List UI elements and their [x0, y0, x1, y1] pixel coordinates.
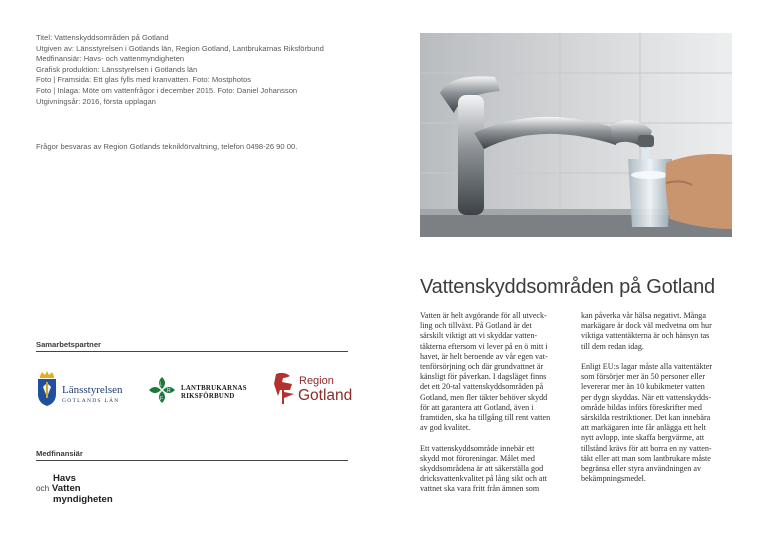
- lrf-leaf-cross-icon: [148, 376, 176, 404]
- col2-paragraph-2: Enligt EU:s lagar måste alla vattentäkter som försörjer mer än 50 personer eller levererar mer än 10 kubikmeter vatten per dygn skyddas. När ett vattenskydds- område bildas införs föreskrifter med särskilda restriktioner. Det kan innebära att markägaren inte får anlägga ett helt nytt avlopp, inte skaffa bergvärme, att tillstånd krävs för att borra en ny vatten- täkt eller att man som lantbrukare måste begränsa eller styra användningen av bekämpningsmedel.: [581, 362, 713, 484]
- right-page: [384, 0, 768, 544]
- col2-paragraph-1: kan påverka vår hälsa negativt. Många markägare är dock väl medvetna om hur viktiga vattentäkterna är och hänsyn tas till dem redan idag.: [581, 311, 712, 351]
- lrf-line2: RIKSFÖRBUND: [181, 393, 235, 400]
- region-line2: Gotland: [298, 387, 353, 404]
- faucet-photo-icon: [420, 33, 732, 237]
- cofinancier-divider: [36, 460, 348, 461]
- credit-production: Grafisk produktion: Länsstyrelsen i Gotlands län: [36, 64, 198, 74]
- partners-divider: [36, 351, 348, 352]
- lrf-logo: [148, 376, 248, 406]
- lrf-line1: LANTBRUKARNAS: [181, 385, 247, 392]
- credit-cofinancier: Medfinansiär: Havs- och vattenmyndigheten: [36, 54, 185, 64]
- partners-heading: Samarbetspartner: [36, 340, 101, 349]
- svg-text:R: R: [167, 388, 171, 394]
- region-gotland-logo: [272, 372, 352, 408]
- credit-title: Titel: Vattenskyddsområden på Gotland: [36, 33, 169, 42]
- svg-text:L: L: [159, 381, 163, 388]
- ram-icon: [272, 372, 296, 406]
- credit-publisher: Utgiven av: Länsstyrelsen i Gotlands län, Region Gotland, Lantbrukarnas Riksförbund: [36, 43, 324, 53]
- col1-paragraph-1: Vatten är helt avgörande för all utveck- ling och tillväxt. På Gotland är det särskilt viktigt att vi skyddar vatten- täkterna eftersom vi lever på en ö mitt i havet, är helt beroende av vår egen vat- tenförsörjning och där grundvattnet är känsligt för påverkan. I dagsläget finns det ett 20-tal vattenskyddsområden på Gotland, men fler täkter behöver skydd för att garantera att Gotland, även i framtiden, ska ha tillgång till rent vatten av god kvalitet.: [420, 311, 551, 433]
- credit-year: Utgivningsår: 2016, första upplagan: [36, 96, 156, 106]
- crest-icon: [36, 370, 58, 408]
- credits-block: [36, 33, 324, 107]
- credit-photo-cover: Foto | Framsida: Ett glas fylls med kranvatten. Foto: Mostphotos: [36, 75, 252, 85]
- credit-photo-inside: Foto | Inlaga: Möte om vattenfrågor i december 2015. Foto: Daniel Johansson: [36, 85, 298, 95]
- lansstyrelsen-logo: [36, 370, 146, 410]
- article-column-2: [581, 311, 731, 495]
- cofinancier-heading: Medfinansiär: [36, 449, 83, 458]
- havs-line1: Havs: [53, 473, 76, 484]
- lansstyrelsen-sub: GOTLANDS LÄN: [62, 398, 120, 404]
- havs-och: och: [36, 484, 50, 494]
- article-column-1: [420, 311, 570, 505]
- article-title: Vattenskyddsområden på Gotland: [420, 276, 715, 298]
- lansstyrelsen-name: Länsstyrelsen: [62, 384, 123, 396]
- contact-line: Frågor besvaras av Region Gotlands teknikförvaltning, telefon 0498-26 90 00.: [36, 142, 298, 151]
- havs-line3: myndigheten: [53, 493, 113, 505]
- svg-text:F: F: [160, 396, 164, 402]
- region-line1: Region: [299, 375, 334, 387]
- havs-line2: Vatten: [51, 483, 81, 495]
- col1-paragraph-2: Ett vattenskyddsområde innebär ett skydd mot föroreningar. Målet med skyddsområdena är att säkerställa god dricksvattenkvalitet på lång sikt och att vattnet ska vara fritt från ämnen som: [420, 443, 547, 494]
- havs-logo: [36, 474, 113, 505]
- faucet-glass-photo: [420, 33, 732, 237]
